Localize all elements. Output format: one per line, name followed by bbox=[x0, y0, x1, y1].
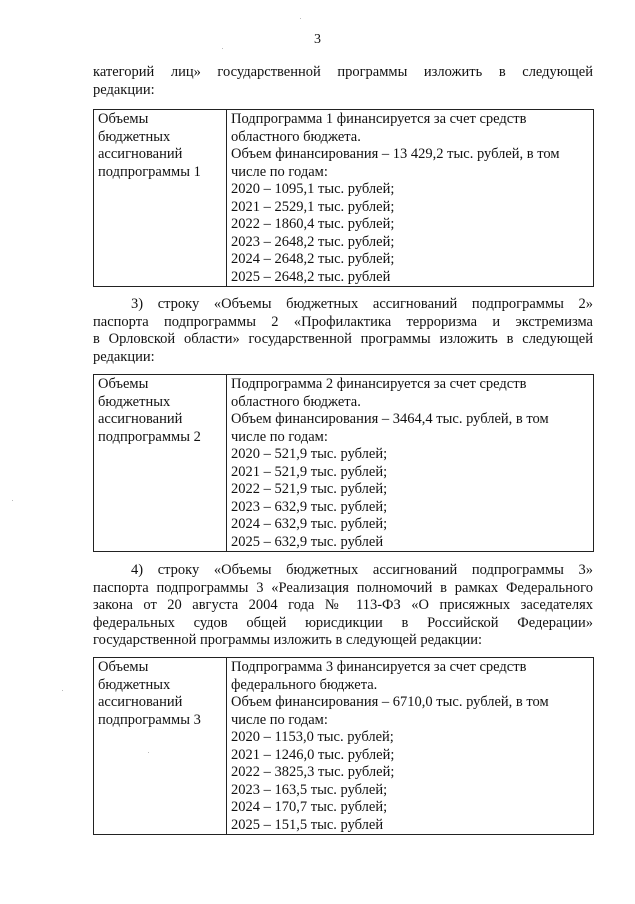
intro-paragraph bbox=[93, 64, 593, 99]
label-line: Объемы bbox=[98, 659, 149, 675]
content-line: 2021 – 521,9 тыс. рублей; bbox=[231, 463, 388, 480]
table-content-cell bbox=[227, 110, 594, 287]
paragraph-line: федеральных судов общей юрисдикции в Российской Федерации» bbox=[93, 614, 593, 631]
content-line: 2022 – 521,9 тыс. рублей; bbox=[231, 481, 388, 497]
page-number: 3 bbox=[314, 32, 321, 47]
label-line: ассигнований bbox=[98, 694, 183, 710]
paragraph-line: редакции: bbox=[93, 348, 155, 365]
content-line: 2025 – 151,5 тыс. рублей bbox=[231, 816, 384, 833]
label-line: бюджетных bbox=[98, 676, 171, 693]
budget-table-subprogram-1 bbox=[93, 109, 594, 287]
label-line: бюджетных bbox=[98, 393, 171, 410]
budget-table-subprogram-2 bbox=[93, 374, 594, 552]
content-line: Объем финансирования – 13 429,2 тыс. рублей, в том bbox=[231, 146, 560, 162]
content-line: 2024 – 2648,2 тыс. рублей; bbox=[231, 251, 395, 267]
paragraph-3 bbox=[93, 296, 593, 366]
paragraph-line: паспорта подпрограммы 3 «Реализация полномочий в рамках Федерального bbox=[93, 579, 593, 596]
paragraph-line: 4) строку «Объемы бюджетных ассигнований подпрограммы 3» bbox=[131, 562, 593, 578]
table-content-cell bbox=[227, 375, 594, 552]
content-line: Подпрограмма 1 финансируется за счет средств bbox=[231, 111, 527, 127]
content-line: федерального бюджета. bbox=[231, 676, 378, 693]
table-label-cell bbox=[94, 110, 227, 287]
content-line: 2020 – 1153,0 тыс. рублей; bbox=[231, 729, 394, 745]
content-line: 2023 – 632,9 тыс. рублей; bbox=[231, 498, 388, 515]
content-line: 2021 – 1246,0 тыс. рублей; bbox=[231, 746, 395, 763]
label-line: ассигнований bbox=[98, 411, 183, 427]
content-line: Подпрограмма 2 финансируется за счет средств bbox=[231, 376, 527, 392]
content-line: 2022 – 1860,4 тыс. рублей; bbox=[231, 216, 395, 232]
content-line: 2025 – 632,9 тыс. рублей bbox=[231, 533, 384, 550]
content-line: Объем финансирования – 6710,0 тыс. рублей, в том bbox=[231, 694, 549, 710]
scan-speck bbox=[222, 48, 223, 49]
paragraph-line: 3) строку «Объемы бюджетных ассигнований подпрограммы 2» bbox=[131, 296, 593, 312]
content-line: числе по годам: bbox=[231, 163, 328, 180]
label-line: подпрограммы 1 bbox=[98, 163, 201, 180]
paragraph-line: в Орловской области» государственной программы изложить в следующей bbox=[93, 331, 593, 347]
content-line: Объем финансирования – 3464,4 тыс. рублей, в том bbox=[231, 411, 549, 427]
scan-speck bbox=[148, 752, 149, 753]
content-line: областного бюджета. bbox=[231, 128, 361, 145]
label-line: подпрограммы 3 bbox=[98, 711, 201, 728]
table-label-cell bbox=[94, 375, 227, 552]
content-line: 2022 – 3825,3 тыс. рублей; bbox=[231, 764, 395, 780]
paragraph-4 bbox=[93, 562, 593, 650]
content-line: числе по годам: bbox=[231, 428, 328, 445]
content-line: 2020 – 1095,1 тыс. рублей; bbox=[231, 181, 395, 197]
scan-speck bbox=[300, 18, 301, 19]
content-line: 2024 – 170,7 тыс. рублей; bbox=[231, 799, 388, 815]
paragraph-line: государственной программы изложить в следующей редакции: bbox=[93, 632, 483, 648]
table-content-cell bbox=[227, 658, 594, 835]
label-line: Объемы bbox=[98, 376, 149, 392]
intro-line: редакции: bbox=[93, 81, 155, 98]
scan-speck bbox=[62, 690, 63, 691]
label-line: Объемы bbox=[98, 111, 149, 127]
content-line: 2023 – 163,5 тыс. рублей; bbox=[231, 781, 388, 798]
table-row bbox=[94, 110, 594, 287]
content-line: числе по годам: bbox=[231, 711, 328, 728]
scan-speck bbox=[12, 500, 13, 501]
content-line: областного бюджета. bbox=[231, 393, 361, 410]
paragraph-line: паспорта подпрограммы 2 «Профилактика терроризма и экстремизма bbox=[93, 313, 593, 330]
table-row bbox=[94, 375, 594, 552]
content-line: 2025 – 2648,2 тыс. рублей bbox=[231, 268, 391, 285]
label-line: бюджетных bbox=[98, 128, 171, 145]
content-line: 2020 – 521,9 тыс. рублей; bbox=[231, 446, 388, 462]
label-line: подпрограммы 2 bbox=[98, 428, 201, 445]
table-label-cell bbox=[94, 658, 227, 835]
content-line: 2024 – 632,9 тыс. рублей; bbox=[231, 516, 388, 532]
table-row bbox=[94, 658, 594, 835]
label-line: ассигнований bbox=[98, 146, 183, 162]
content-line: 2023 – 2648,2 тыс. рублей; bbox=[231, 233, 395, 250]
budget-table-subprogram-3 bbox=[93, 657, 594, 835]
intro-line: категорий лиц» государственной программы изложить в следующей bbox=[93, 64, 593, 80]
content-line: 2021 – 2529,1 тыс. рублей; bbox=[231, 198, 395, 215]
content-line: Подпрограмма 3 финансируется за счет средств bbox=[231, 659, 527, 675]
paragraph-line: закона от 20 августа 2004 года № 113-ФЗ «О присяжных заседателях bbox=[93, 597, 593, 613]
